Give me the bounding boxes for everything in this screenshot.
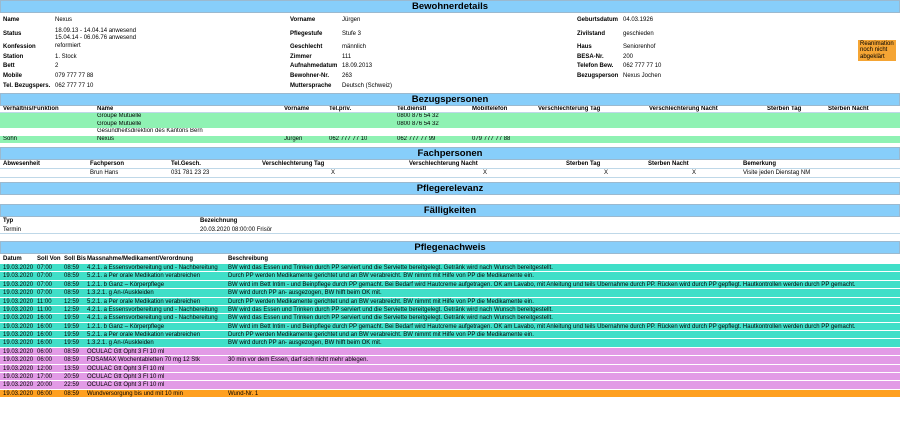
cell-datum: 19.03.2020 <box>3 298 34 305</box>
col-soll-bis: Soll Bis <box>64 255 87 262</box>
cell: Brun Hans <box>90 169 119 176</box>
cell: 20.03.2020 08:00:00 Frisör <box>200 226 273 233</box>
cell: 079 777 77 88 <box>472 135 511 142</box>
cell-soll-bis: 08:59 <box>64 348 80 355</box>
cell-beschreibung: BW wird das Essen und Trinken durch PP serviert und die Serviette bereitgelegt. Getränk wird nach Wunsch bereitgestellt. <box>228 315 553 322</box>
cell: 0800 876 54 32 <box>397 120 439 127</box>
bewohnerdetails-header <box>0 0 900 13</box>
cell-beschreibung: BW wird das Essen und Trinken durch PP serviert und die Serviette bereitgelegt. Getränk wird nach Wunsch bereitgestellt. <box>228 306 553 313</box>
cell-beschreibung: BW wird im Bett Intim - und Beinpflege durch PP gemacht. Bei Bedarf wird Hautcreme aufgetragen. OK am Lavabo, mit Anleitung und teils Übernahme durch PP. Rücken wird durch PP gepflegt. Hautkontrollen werden durch PP gemacht. <box>228 281 856 288</box>
cell-massnahme: OCULAC Gtt Opht 3 Fl 10 ml <box>87 348 165 355</box>
label-status: Status <box>3 31 22 37</box>
table-row[interactable] <box>0 298 900 306</box>
cell: Nexus <box>97 135 115 142</box>
cell: X <box>331 169 336 176</box>
col-sterben-nacht: Sterben Nacht <box>648 160 689 167</box>
col-typ: Typ <box>3 217 14 224</box>
col-tel-gesch: Tel.Gesch. <box>171 160 201 167</box>
table-row[interactable] <box>0 121 900 128</box>
cell-beschreibung: 30 min vor dem Essen, darf sich nicht mehr ablegen. <box>228 357 369 364</box>
col-soll-von: Soll Von <box>37 255 61 262</box>
label-bett: Bett <box>3 63 15 69</box>
cell-datum: 19.03.2020 <box>3 273 34 280</box>
cell-datum: 19.03.2020 <box>3 374 34 381</box>
cell: X <box>483 169 488 176</box>
cell-soll-bis: 08:59 <box>64 390 80 397</box>
cell-soll-von: 07:00 <box>37 290 53 297</box>
cell-datum: 19.03.2020 <box>3 348 34 355</box>
cell-datum: 19.03.2020 <box>3 365 34 372</box>
cell: 062 777 77 99 <box>397 135 436 142</box>
cell-soll-von: 17:00 <box>37 374 53 381</box>
cell-soll-bis: 19:59 <box>64 332 80 339</box>
cell-datum: 19.03.2020 <box>3 332 34 339</box>
cell-massnahme: FOSAMAX Wochentabletten 70 mg 12 Stk <box>87 357 200 364</box>
value-muttersprache: Deutsch (Schweiz) <box>342 83 393 89</box>
pflegenachweis-header <box>0 241 900 254</box>
cell-beschreibung: BW wird durch PP an- ausgezogen, BW hilft beim OK mit. <box>228 340 382 347</box>
cell-massnahme: 5.2.1. a Per orale Medikation verabreichen <box>87 332 201 339</box>
pflegenachweis-table <box>0 254 900 398</box>
col-verhaeltnis: Verhältnis/Funktion <box>3 106 59 112</box>
table-row[interactable] <box>0 390 900 398</box>
bezugspersonen-header-row <box>0 106 900 113</box>
cell-beschreibung: Wund-Nr. 1 <box>228 390 259 397</box>
value-zimmer: 111 <box>342 54 352 60</box>
cell-soll-von: 07:00 <box>37 281 53 288</box>
table-row[interactable] <box>0 314 900 322</box>
value-konfession: reformiert <box>55 43 81 49</box>
col-tel-dienstl: Tel.dienstl <box>397 106 427 112</box>
cell-massnahme: 4.2.1. a Essensvorbereitung und - Nachbereitung <box>87 315 218 322</box>
label-aufnahmedatum: Aufnahmedatum <box>290 63 338 69</box>
cell-massnahme: 4.2.1. a Essensvorbereitung und - Nachbereitung <box>87 264 218 271</box>
label-besa-nr: BESA-Nr. <box>577 54 604 60</box>
col-fachperson: Fachperson <box>90 160 125 167</box>
label-vorname: Vorname <box>290 17 316 23</box>
value-name: Nexus <box>55 17 73 23</box>
cell-beschreibung: BW wird im Bett Intim - und Beinpflege durch PP gemacht. Bei Bedarf wird Hautcreme aufgetragen. OK am Lavabo, mit Anleitung und teils Übernahme durch PP. Rücken wird durch PP gepflegt. Hautkontrollen werden durch PP gemacht. <box>228 323 856 330</box>
cell-soll-bis: 19:59 <box>64 340 80 347</box>
col-bemerkung: Bemerkung <box>743 160 777 167</box>
col-datum: Datum <box>3 255 22 262</box>
cell-soll-von: 20:00 <box>37 382 53 389</box>
value-station: 1. Stock <box>55 54 77 60</box>
label-zivilstand: Zivilstand <box>577 31 606 37</box>
value-bewohner-nr: 263 <box>342 73 353 79</box>
value-bett: 2 <box>55 63 59 69</box>
col-massnahme: Massnahme/Medikament/Verordnung <box>87 255 194 262</box>
value-geburtsdatum: 04.03.1926 <box>623 17 654 23</box>
table-row[interactable] <box>0 136 900 143</box>
cell-soll-von: 16:00 <box>37 315 53 322</box>
cell-beschreibung: BW wird durch PP an- ausgezogen, BW hilft beim OK mit. <box>228 290 382 297</box>
cell-datum: 19.03.2020 <box>3 340 34 347</box>
table-row[interactable] <box>0 264 900 272</box>
col-verschl-nacht: Verschlechterung Nacht <box>649 106 718 112</box>
cell-massnahme: OCULAC Gtt Opht 3 Fl 10 ml <box>87 374 165 381</box>
cell-soll-von: 16:00 <box>37 332 53 339</box>
value-vorname: Jürgen <box>342 17 361 23</box>
table-row[interactable] <box>0 113 900 120</box>
value-mobile: 079 777 77 88 <box>55 73 94 79</box>
table-row[interactable] <box>0 365 900 373</box>
cell-datum: 19.03.2020 <box>3 290 34 297</box>
table-row[interactable] <box>0 281 900 289</box>
col-sterben-tag: Sterben Tag <box>566 160 601 167</box>
cell-massnahme: 5.2.1. a Per orale Medikation verabreichen <box>87 273 201 280</box>
cell-soll-bis: 08:59 <box>64 281 80 288</box>
value-status-1: 18.09.13 - 14.04.14 anwesend <box>55 28 137 34</box>
cell-datum: 19.03.2020 <box>3 357 34 364</box>
table-row[interactable] <box>0 356 900 364</box>
cell-soll-von: 06:00 <box>37 390 53 397</box>
table-row[interactable] <box>0 306 900 314</box>
cell-massnahme: 1.3.2.1. g An-/Auskleiden <box>87 340 154 347</box>
cell-soll-bis: 13:59 <box>64 365 80 372</box>
cell-soll-von: 06:00 <box>37 348 53 355</box>
cell-massnahme: OCULAC Gtt Opht 3 Fl 10 ml <box>87 365 165 372</box>
bewohnerdetails-section <box>0 13 900 93</box>
table-row[interactable] <box>0 272 900 280</box>
cell-beschreibung: Durch PP werden Medikamente gerichtet und an BW verabreicht. BW nimmt mit Hilfe von PP die Medikamente ein. <box>228 273 534 280</box>
cell-massnahme: OCULAC Gtt Opht 3 Fl 10 ml <box>87 382 165 389</box>
value-aufnahmedatum: 18.09.2013 <box>342 63 373 69</box>
label-mobile: Mobile <box>3 73 22 79</box>
table-row[interactable] <box>0 226 900 234</box>
cell: 062 777 77 10 <box>329 135 368 142</box>
label-station: Station <box>3 54 24 60</box>
pflegerelevanz-header <box>0 182 900 195</box>
value-telefon-bew: 062 777 77 10 <box>623 63 662 69</box>
label-zimmer: Zimmer <box>290 54 312 60</box>
cell-massnahme: Wundversorgung bis und mit 10 min <box>87 390 183 397</box>
value-pflegestufe: Stufe 3 <box>342 31 362 37</box>
col-verschl-nacht: Verschlechterung Nacht <box>409 160 478 167</box>
table-row[interactable] <box>0 323 900 331</box>
cell-soll-von: 11:00 <box>37 298 52 305</box>
cell-massnahme: 1.3.2.1. g An-/Auskleiden <box>87 290 154 297</box>
faelligkeiten-title: Fälligkeiten <box>423 204 477 216</box>
label-bewohner-nr: Bewohner-Nr. <box>290 73 330 79</box>
pflegenachweis-header-row <box>0 254 900 264</box>
reanimation-badge: Reanimation noch nicht abgeklärt <box>858 40 896 61</box>
cell-soll-bis: 20:59 <box>64 374 80 381</box>
col-bezeichnung: Bezeichnung <box>200 217 238 224</box>
cell-soll-bis: 08:59 <box>64 273 80 280</box>
cell-soll-von: 16:00 <box>37 340 53 347</box>
fachpersonen-title: Fachpersonen <box>417 147 483 159</box>
col-mobiltelefon: Mobiltelefon <box>472 106 508 112</box>
fachpersonen-table <box>0 160 900 178</box>
cell-beschreibung: Durch PP werden Medikamente gerichtet und an BW verabreicht. BW nimmt mit Hilfe von PP die Medikamente ein. <box>228 332 534 339</box>
value-tel-bezugspers: 062 777 77 10 <box>55 83 94 89</box>
col-verschl-tag: Verschlechterung Tag <box>262 160 325 167</box>
table-row[interactable] <box>0 381 900 389</box>
cell-soll-von: 11:00 <box>37 306 52 313</box>
faelligkeiten-header <box>0 204 900 217</box>
cell: X <box>692 169 697 176</box>
table-row[interactable] <box>0 331 900 339</box>
cell: 031 781 23 23 <box>171 169 210 176</box>
table-row[interactable] <box>0 373 900 381</box>
fachpersonen-header-row <box>0 160 900 169</box>
cell-soll-von: 07:00 <box>37 264 53 271</box>
cell-soll-von: 16:00 <box>37 323 53 330</box>
cell-datum: 19.03.2020 <box>3 390 34 397</box>
cell-soll-von: 06:00 <box>37 357 53 364</box>
fachpersonen-header <box>0 147 900 160</box>
label-muttersprache: Muttersprache <box>290 83 332 89</box>
col-name: Name <box>97 106 114 112</box>
label-tel-bezugspers: Tel. Bezugspers. <box>3 83 51 89</box>
cell-datum: 19.03.2020 <box>3 323 34 330</box>
cell-datum: 19.03.2020 <box>3 264 34 271</box>
label-geschlecht: Geschlecht <box>290 44 323 50</box>
label-bezugsperson: Bezugsperson <box>577 73 619 79</box>
value-status-2: 15.04.14 - 06.06.76 anwesend <box>55 35 137 41</box>
table-row[interactable] <box>0 289 900 297</box>
cell-soll-bis: 08:59 <box>64 264 80 271</box>
cell-datum: 19.03.2020 <box>3 315 34 322</box>
pflegerelevanz-title: Pflegerelevanz <box>416 182 484 194</box>
cell-massnahme: 4.2.1. a Essensvorbereitung und - Nachbereitung <box>87 306 218 313</box>
table-row[interactable] <box>0 169 900 178</box>
cell-beschreibung: BW wird das Essen und Trinken durch PP serviert und die Serviette bereitgelegt. Getränk wird nach Wunsch bereitgestellt. <box>228 264 553 271</box>
label-telefon-bew: Telefon Bew. <box>577 63 614 69</box>
table-row[interactable] <box>0 339 900 347</box>
label-haus: Haus <box>577 44 592 50</box>
col-verschl-tag: Verschlechterung Tag <box>538 106 601 112</box>
pflegenachweis-title: Pflegenachweis <box>414 241 486 253</box>
cell: 0800 876 54 32 <box>397 113 439 120</box>
value-bezugsperson: Nexus Jochen <box>623 73 662 79</box>
label-name: Name <box>3 17 20 23</box>
cell-soll-bis: 19:59 <box>64 315 80 322</box>
cell-datum: 19.03.2020 <box>3 306 34 313</box>
cell-beschreibung: Durch PP werden Medikamente gerichtet und an BW verabreicht. BW nimmt mit Hilfe von PP die Medikamente ein. <box>228 298 534 305</box>
col-sterben-nacht: Sterben Nacht <box>828 106 869 112</box>
label-konfession: Konfession <box>3 44 36 50</box>
label-geburtsdatum: Geburtsdatum <box>577 17 619 23</box>
col-beschreibung: Beschreibung <box>228 255 269 262</box>
col-tel-priv: Tel.priv. <box>329 106 352 112</box>
cell: Groupe Mutuelle <box>97 120 142 127</box>
bezugspersonen-title: Bezugspersonen <box>411 93 489 105</box>
cell: Visite jeden Dienstag NM <box>743 169 811 176</box>
value-besa-nr: 200 <box>623 54 634 60</box>
cell-massnahme: 5.2.1. a Per orale Medikation verabreichen <box>87 298 201 305</box>
cell: X <box>604 169 609 176</box>
faelligkeiten-table <box>0 217 900 234</box>
value-zivilstand: geschieden <box>623 31 654 37</box>
cell-soll-bis: 08:59 <box>64 357 80 364</box>
col-abwesenheit: Abwesenheit <box>3 160 41 167</box>
bezugspersonen-table <box>0 106 900 143</box>
cell-massnahme: 1.2.1. b Ganz – Körperpflege <box>87 281 165 288</box>
table-row[interactable] <box>0 348 900 356</box>
value-geschlecht: männlich <box>342 44 367 50</box>
table-row[interactable] <box>0 128 900 135</box>
cell-massnahme: 1.2.1. b Ganz – Körperpflege <box>87 323 165 330</box>
cell: Gesundheitsdirektion des Kantons Bern <box>97 128 203 135</box>
cell-soll-bis: 12:59 <box>64 298 80 305</box>
cell-soll-von: 07:00 <box>37 273 53 280</box>
bezugspersonen-header <box>0 93 900 106</box>
bewohnerdetails-title: Bewohnerdetails <box>411 0 489 12</box>
cell-datum: 19.03.2020 <box>3 281 34 288</box>
cell: Groupe Mutuelle <box>97 113 142 120</box>
cell: Jürgen <box>284 135 303 142</box>
cell-soll-bis: 22:59 <box>64 382 80 389</box>
cell: Termin <box>3 226 22 233</box>
col-sterben-tag: Sterben Tag <box>767 106 802 112</box>
col-vorname: Vorname <box>284 106 310 112</box>
value-haus: Seniorenhof <box>623 44 656 50</box>
cell-soll-bis: 19:59 <box>64 323 80 330</box>
cell-soll-bis: 08:59 <box>64 290 80 297</box>
cell-soll-von: 12:00 <box>37 365 53 372</box>
cell-soll-bis: 12:59 <box>64 306 80 313</box>
faelligkeiten-header-row <box>0 217 900 226</box>
label-pflegestufe: Pflegestufe <box>290 31 323 37</box>
cell: Sohn <box>3 135 18 142</box>
cell-datum: 19.03.2020 <box>3 382 34 389</box>
